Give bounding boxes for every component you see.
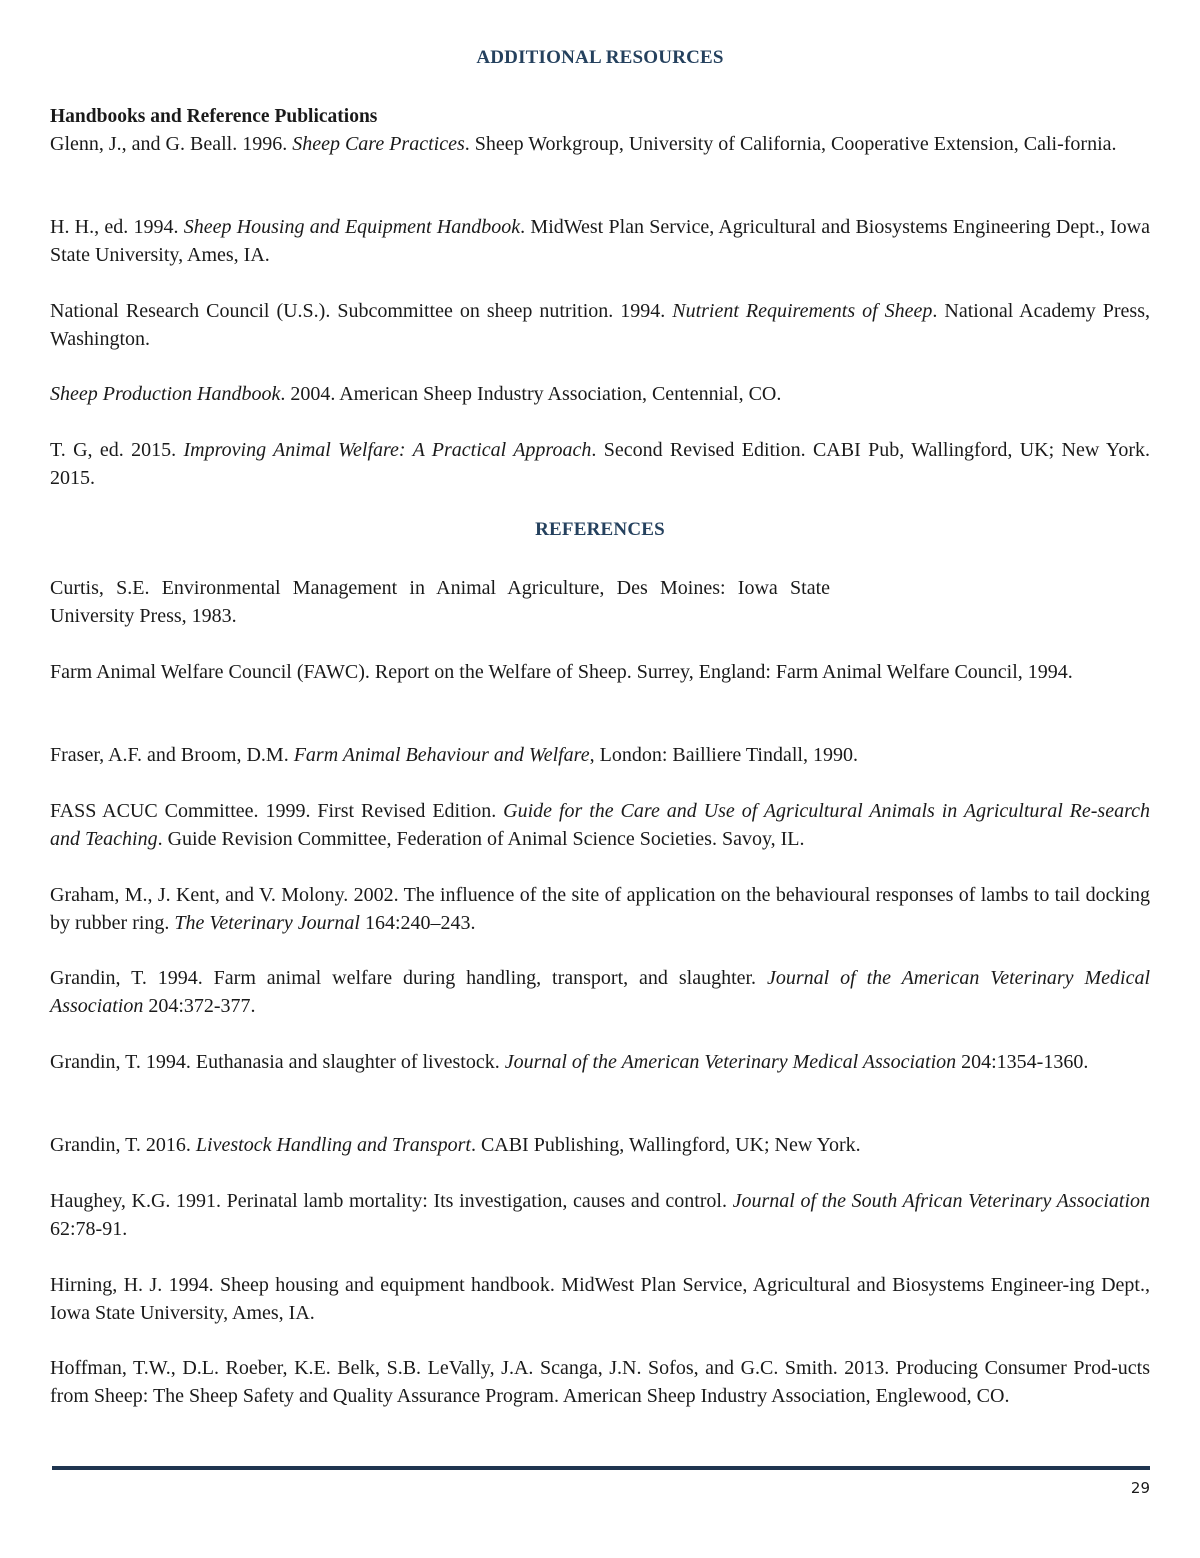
reference-entry: Grandin, T. 2016. Livestock Handling and Transport. CABI Publishing, Wallingford, UK; New York. [50,1134,861,1156]
resource-entry: Glenn, J., and G. Beall. 1996. Sheep Care Practices. Sheep Workgroup, University of California, Cooperative Extension, Cali-fornia. [50,133,1117,155]
section-heading-additional-resources: ADDITIONAL RESOURCES [476,47,724,68]
section-heading-references: REFERENCES [535,519,665,540]
reference-entry: Haughey, K.G. 1991. Perinatal lamb mortality: Its investigation, causes and control. Journal of the South African Veterinary Association 62:78-91. [50,1190,1151,1240]
reference-entry: Farm Animal Welfare Council (FAWC). Report on the Welfare of Sheep. Surrey, England: Farm Animal Welfare Council, 1994. [50,661,1073,683]
resource-entry: National Research Council (U.S.). Subcommittee on sheep nutrition. 1994. Nutrient Requirements of Sheep. National Academy Press, Washington. [50,300,1150,350]
reference-entry: Grandin, T. 1994. Euthanasia and slaughter of livestock. Journal of the American Veterinary Medical Association 204:1354-1360. [50,1051,1089,1073]
resource-entry: H. H., ed. 1994. Sheep Housing and Equipment Handbook. MidWest Plan Service, Agricultural and Biosystems Engineering Dept., Iowa State University, Ames, IA. [50,216,1151,266]
reference-entry: Graham, M., J. Kent, and V. Molony. 2002. The influence of the site of application on the behavioural responses of lambs to tail docking by rubber ring. The Veterinary Journal 164:240–243. [50,884,1150,934]
page-number: 29 [1130,1479,1150,1497]
reference-entry: FASS ACUC Committee. 1999. First Revised Edition. Guide for the Care and Use of Agricultural Animals in Agricultural Re-search and Teaching. Guide Revision Committee, Federation of Animal Science Societies. Savoy, IL. [50,800,1151,850]
reference-entry: Grandin, T. 1994. Farm animal welfare during handling, transport, and slaughter. Journal of the American Veterinary Medical Association 204:372-377. [50,967,1151,1017]
reference-entry: Hoffman, T.W., D.L. Roeber, K.E. Belk, S.B. LeVally, J.A. Scanga, J.N. Sofos, and G.C. Smith. 2013. Producing Consumer Prod-ucts from Sheep: The Sheep Safety and Quality Assurance Program. American Sheep Industry Association, Englewood, CO. [50,1357,1150,1407]
reference-entry: Fraser, A.F. and Broom, D.M. Farm Animal Behaviour and Welfare, London: Bailliere Tindall, 1990. [50,744,858,766]
reference-entry: Curtis, S.E. Environmental Management in Animal Agriculture, Des Moines: Iowa State University Press, 1983. [50,577,830,627]
footer-rule [52,1466,1150,1470]
resource-entry: T. G, ed. 2015. Improving Animal Welfare: A Practical Approach. Second Revised Edition. CABI Pub, Wallingford, UK; New York. 2015. [50,439,1150,489]
resource-entry: Sheep Production Handbook. 2004. American Sheep Industry Association, Centennial, CO. [50,383,782,405]
subheading-handbooks: Handbooks and Reference Publications [50,106,378,127]
reference-entry: Hirning, H. J. 1994. Sheep housing and equipment handbook. MidWest Plan Service, Agricultural and Biosystems Engineer-ing Dept., Iowa State University, Ames, IA. [50,1274,1150,1324]
